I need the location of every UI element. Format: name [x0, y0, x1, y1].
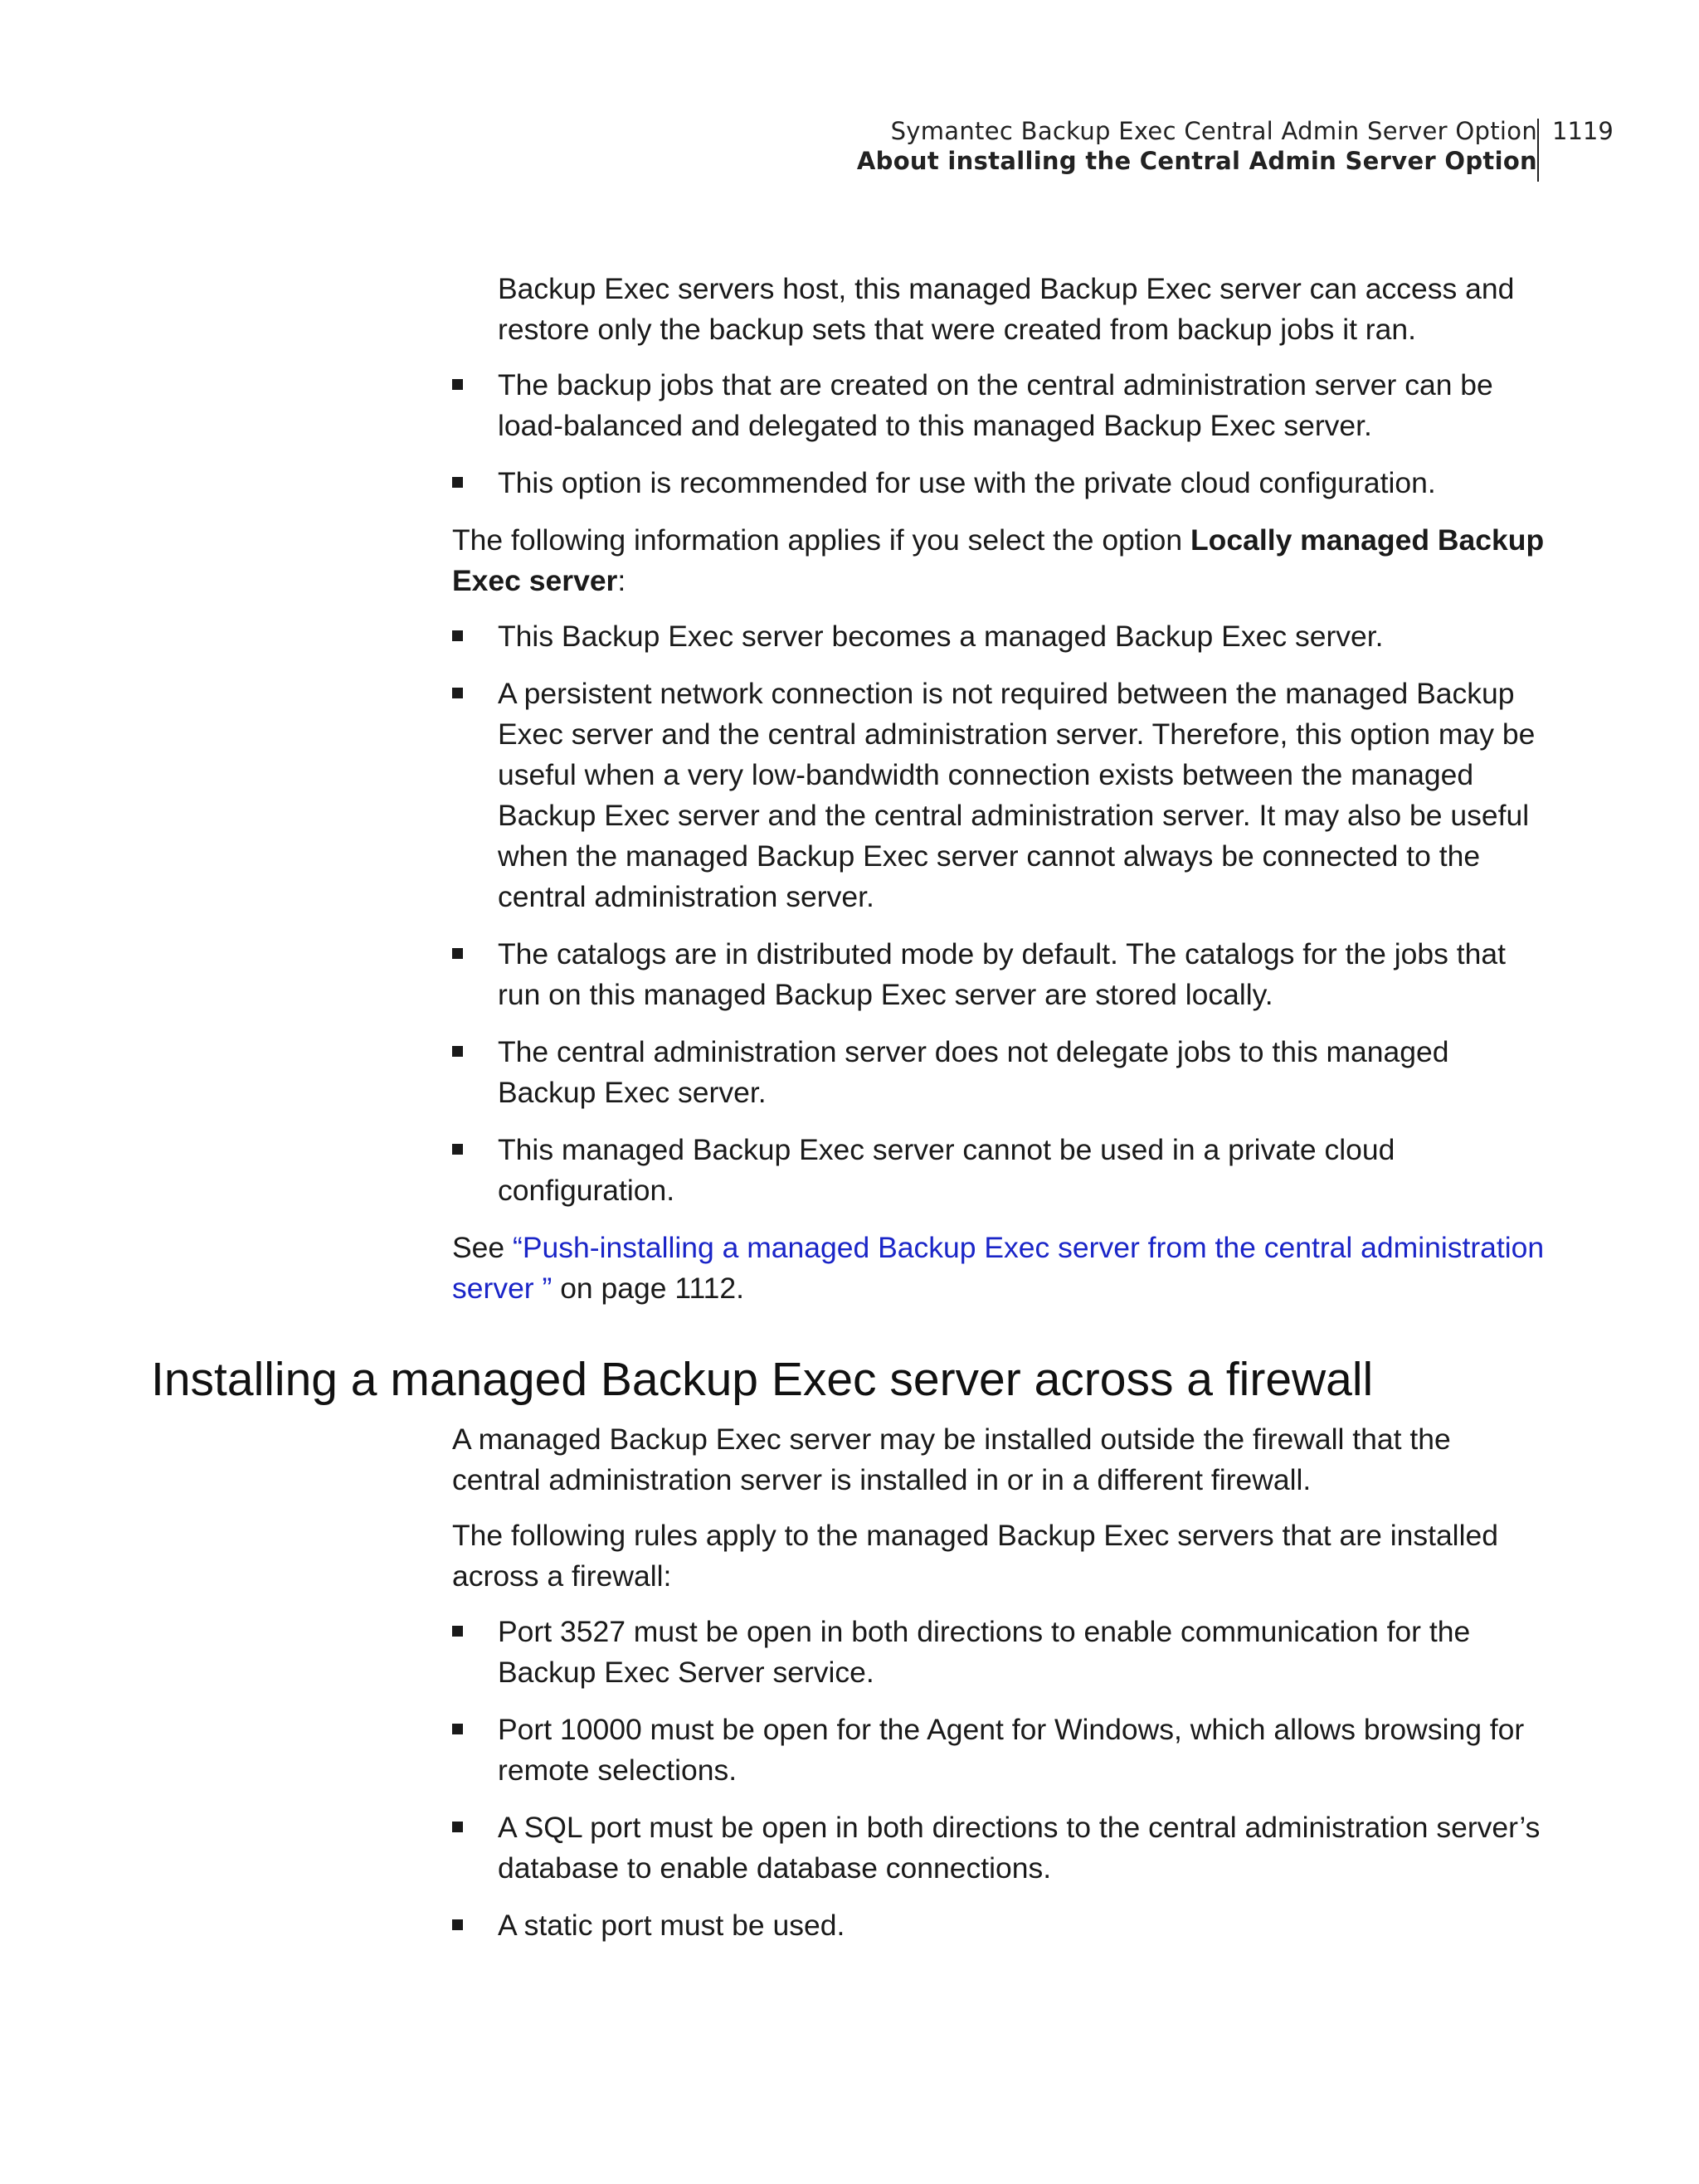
bullet-list-firewall-rules: [452, 1612, 1547, 1946]
list-item: [452, 1032, 1547, 1113]
bullet-square-icon: [452, 1626, 463, 1637]
running-header: [0, 116, 1699, 182]
list-item-text: A static port must be used.: [498, 1909, 845, 1942]
list-item-text: This option is recommended for use with the private cloud configuration.: [498, 466, 1436, 499]
bullet-square-icon: [452, 948, 463, 959]
list-item: [452, 934, 1547, 1015]
list-item-text: Port 10000 must be open for the Agent for Windows, which allows browsing for remote selections.: [498, 1713, 1525, 1787]
bullet-list-options: [452, 365, 1547, 503]
bullet-square-icon: [452, 1822, 463, 1832]
intro-text: The following information applies if you select the option: [452, 523, 1190, 557]
continued-bullet-text: Backup Exec servers host, this managed Backup Exec server can access and restore only the backup sets that were created from backup jobs it ran.: [498, 272, 1515, 346]
header-titles: [857, 116, 1537, 176]
bullet-square-icon: [452, 1724, 463, 1734]
bullet-square-icon: [452, 1919, 463, 1930]
bullet-square-icon: [452, 1046, 463, 1057]
section-heading: Installing a managed Backup Exec server across a firewall: [151, 1353, 1374, 1406]
bullet-square-icon: [452, 1144, 463, 1155]
bullet-square-icon: [452, 379, 463, 390]
see-suffix: on page 1112.: [552, 1272, 744, 1305]
list-item-text: A persistent network connection is not required between the managed Backup Exec server and the central administration server. Therefore, this option may be useful when a very low-bandwidth connection exists between the managed Backup Exec server and the central administration server. It may also be useful when the managed Backup Exec server cannot always be connected to the central administration server.: [498, 677, 1536, 913]
list-item-text: Port 3527 must be open in both directions to enable communication for the Backup Exec Server service.: [498, 1615, 1471, 1689]
list-item: [452, 1130, 1547, 1211]
paragraph: A managed Backup Exec server may be installed outside the firewall that the central administration server is installed in or in a different firewall.: [452, 1423, 1451, 1496]
list-item-text: The central administration server does not delegate jobs to this managed Backup Exec server.: [498, 1035, 1449, 1109]
cross-reference-link[interactable]: “Push-installing a managed Backup Exec server from the central administration server ”: [452, 1231, 1545, 1305]
paragraph: The following rules apply to the managed Backup Exec servers that are installed across a firewall:: [452, 1519, 1498, 1593]
bullet-square-icon: [452, 688, 463, 698]
list-item-text: This managed Backup Exec server cannot be used in a private cloud configuration.: [498, 1133, 1395, 1207]
list-item: [452, 1905, 1547, 1946]
list-item-text: This Backup Exec server becomes a managed Backup Exec server.: [498, 620, 1384, 653]
list-item-text: A SQL port must be open in both directions to the central administration server’s database to enable database connections.: [498, 1811, 1541, 1885]
list-item-text: The backup jobs that are created on the central administration server can be load-balanced and delegated to this managed Backup Exec server.: [498, 368, 1493, 442]
body-upper: [452, 269, 1547, 1324]
option-name: Locally managed Backup Exec server: [452, 523, 1545, 597]
list-item: [452, 365, 1547, 446]
list-item: [452, 1710, 1547, 1791]
header-divider: [1537, 119, 1539, 182]
list-item: [452, 1612, 1547, 1693]
see-also-paragraph: [452, 1228, 1547, 1309]
header-chapter-title: Symantec Backup Exec Central Admin Server Option: [890, 117, 1537, 145]
body-lower: [452, 1419, 1547, 1963]
list-item: [452, 674, 1547, 917]
list-item: [452, 1807, 1547, 1889]
bullet-square-icon: [452, 630, 463, 641]
bullet-square-icon: [452, 477, 463, 488]
list-item-text: The catalogs are in distributed mode by default. The catalogs for the jobs that run on this managed Backup Exec server are stored locally.: [498, 937, 1506, 1011]
intro-colon: :: [617, 564, 626, 597]
header-section-title: About installing the Central Admin Server Option: [856, 147, 1537, 175]
list-item: [452, 463, 1547, 503]
list-item: [452, 616, 1547, 657]
see-prefix: See: [452, 1231, 514, 1264]
bullet-list-locally-managed: [452, 616, 1547, 1211]
page-number: 1119: [1552, 117, 1614, 145]
intro-paragraph: [452, 520, 1547, 601]
